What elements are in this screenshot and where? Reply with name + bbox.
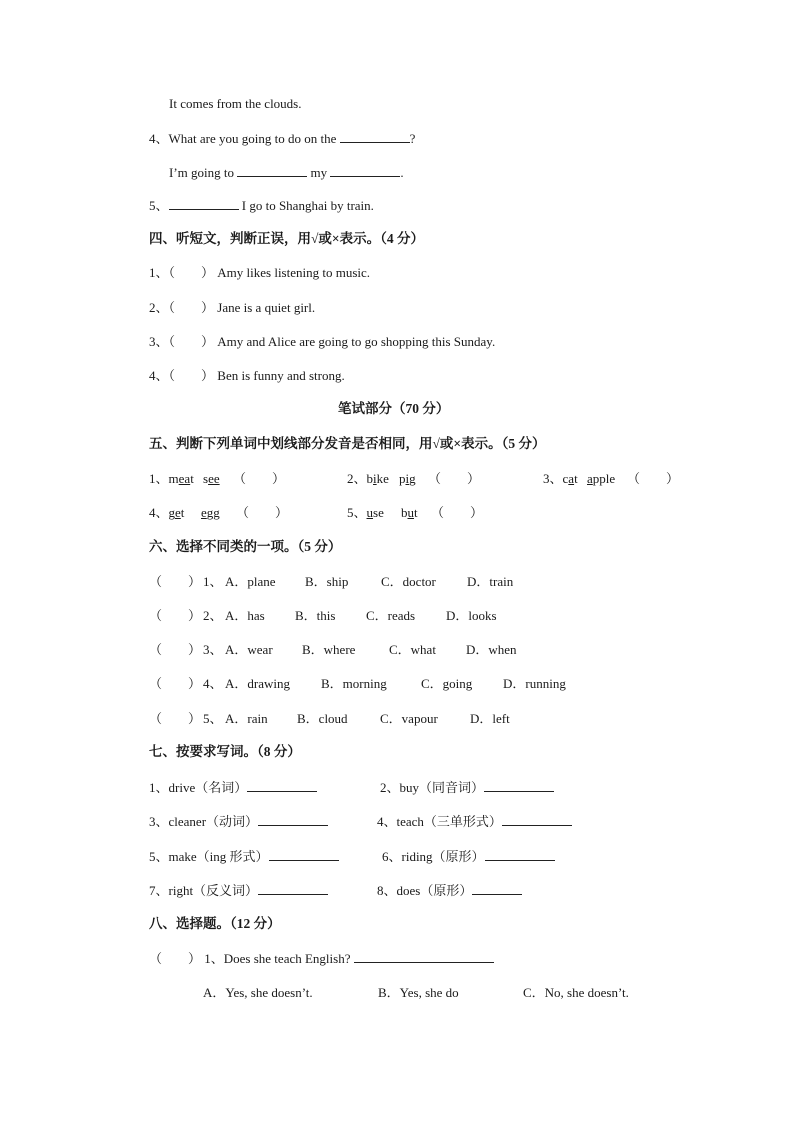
answer-paren[interactable]: （ ） [149, 608, 202, 623]
option-c: C．what [389, 642, 436, 657]
phonics-item [347, 471, 389, 487]
phonics-word-2 [399, 471, 416, 487]
word-part: b [366, 471, 374, 486]
item-text: 2、buy（同音词） [380, 780, 485, 795]
item-text: 3、cleaner（动词） [149, 814, 259, 829]
option-b: B．ship [305, 574, 349, 589]
item-text: Amy likes listening to music. [217, 265, 371, 280]
item-number: 2、 [347, 471, 367, 486]
item-text: 8、does（原形） [377, 883, 473, 898]
option-a: A．has [225, 608, 265, 623]
item-number: 4、 [203, 676, 223, 691]
option-b: B．cloud [297, 711, 348, 726]
phonics-item [543, 471, 578, 487]
word-item [149, 882, 328, 899]
answer-blank[interactable] [502, 813, 572, 826]
word-part: pple [592, 471, 616, 486]
phonics-item [149, 471, 194, 487]
item-text: Ben is funny and strong. [217, 368, 345, 383]
item-number: 4、 [149, 505, 169, 520]
word-part: c [562, 471, 569, 486]
option-c: C．vapour [380, 711, 438, 726]
underlined-part: ea [178, 471, 191, 486]
answer-blank[interactable] [237, 164, 307, 177]
option-c: C．doctor [381, 574, 436, 589]
word-item [377, 813, 572, 830]
section-8-heading: 八、选择题。（12 分） [149, 916, 281, 931]
item-number: 1、 [149, 471, 169, 486]
question-4 [149, 130, 415, 147]
word-part: g [168, 505, 176, 520]
item-text: 7、right（反义词） [149, 883, 259, 898]
mc-option-c: C．No, she doesn’t. [523, 985, 629, 1000]
option-b: B．where [302, 642, 356, 657]
item-number: 5、 [203, 711, 223, 726]
option-a: A．rain [225, 711, 268, 726]
word-part: ke [376, 471, 389, 486]
answer-paren[interactable]: （ ） [627, 471, 680, 486]
underlined-part: u [407, 505, 414, 520]
underlined-part: i [373, 471, 377, 486]
item-text: Jane is a quiet girl. [217, 300, 316, 315]
question-text: 4、What are you going to do on the [149, 131, 337, 146]
section-4-heading: 四、听短文，判断正误，用√或×表示。（4 分） [149, 231, 424, 246]
item-number: 4、 [149, 368, 169, 383]
answer-blank[interactable] [472, 882, 522, 895]
answer-paren[interactable]: （ ） [149, 951, 202, 966]
phonics-word-2 [203, 471, 220, 487]
question-mark: ? [409, 131, 416, 146]
item-text: 5、make（ing 形式） [149, 849, 269, 864]
answer-paren[interactable]: （ ） [431, 505, 484, 520]
answer-blank[interactable] [258, 882, 328, 895]
answer-paren[interactable]: （ ） [168, 368, 215, 383]
word-item [382, 848, 555, 865]
answer-blank[interactable] [485, 848, 555, 861]
option-a: A．drawing [225, 676, 290, 691]
word-item [149, 779, 317, 796]
response-text: I’m going to [169, 165, 234, 180]
answer-blank[interactable] [269, 848, 339, 861]
answer-paren[interactable]: （ ） [233, 471, 286, 486]
underlined-part: e [175, 505, 181, 520]
question-4-response [169, 164, 404, 181]
question-text: I go to Shanghai by train. [241, 198, 374, 213]
word-part: s [203, 471, 209, 486]
underlined-part: a [587, 471, 593, 486]
section-7-heading: 七、按要求写词。（8 分） [149, 744, 301, 759]
item-text: Amy and Alice are going to go shopping this Sunday. [217, 334, 496, 349]
answer-blank[interactable] [330, 164, 400, 177]
word-part: gg [206, 505, 220, 520]
item-number: 3、 [149, 334, 169, 349]
section-5-heading: 五、判断下列单词中划线部分发音是否相同，用√或×表示。（5 分） [149, 436, 546, 451]
word-part: t [414, 505, 418, 520]
word-part: m [168, 471, 179, 486]
item-text: 6、riding（原形） [382, 849, 485, 864]
word-part: t [180, 505, 185, 520]
item-number: 1、 [149, 265, 169, 280]
mc-question-1 [149, 950, 494, 967]
judgement-item [149, 265, 370, 281]
word-part: g [409, 471, 416, 486]
item-number: 3、 [203, 642, 223, 657]
option-d: D．when [466, 642, 517, 657]
phonics-item [347, 505, 384, 521]
item-text: 4、teach（三单形式） [377, 814, 502, 829]
period: . [400, 165, 404, 180]
item-number: 1、 [203, 574, 223, 589]
word-part: t [190, 471, 194, 486]
phonics-word-2 [587, 471, 615, 487]
word-item [377, 882, 522, 899]
option-d: D．running [503, 676, 566, 691]
option-d: D．looks [446, 608, 497, 623]
judgement-item [149, 334, 495, 350]
answer-paren[interactable]: （ ） [149, 711, 202, 726]
word-part: t [574, 471, 578, 486]
underlined-part: e [201, 505, 207, 520]
option-b: B．morning [321, 676, 387, 691]
answer-paren[interactable]: （ ） [168, 300, 215, 315]
answer-paren[interactable]: （ ） [236, 505, 289, 520]
underlined-part: u [366, 505, 374, 520]
phonics-word-2 [201, 505, 220, 521]
mc-option-a: A．Yes, she doesn’t. [203, 985, 313, 1000]
option-d: D．train [467, 574, 514, 589]
item-number: 2、 [149, 300, 169, 315]
underlined-part: ee [208, 471, 220, 486]
phonics-item [149, 505, 184, 521]
judgement-item [149, 300, 315, 316]
option-d: D．left [470, 711, 510, 726]
response-text: my [310, 165, 328, 180]
word-part: p [399, 471, 406, 486]
option-a: A．wear [225, 642, 273, 657]
word-item [380, 779, 554, 796]
item-number: 2、 [203, 608, 223, 623]
word-item [149, 813, 328, 830]
underlined-part: i [405, 471, 410, 486]
answer-blank[interactable] [247, 779, 317, 792]
answer-blank[interactable] [354, 950, 494, 963]
answer-paren[interactable]: （ ） [168, 334, 215, 349]
section-6-heading: 六、选择不同类的一项。（5 分） [149, 539, 342, 554]
word-part: b [401, 505, 408, 520]
option-c: C．reads [366, 608, 416, 623]
question-number: 5、 [149, 198, 169, 213]
judgement-item [149, 368, 345, 384]
answer-paren[interactable]: （ ） [149, 574, 202, 589]
answer-text: It comes from the clouds. [169, 96, 302, 111]
answer-blank[interactable] [484, 779, 554, 792]
answer-blank[interactable] [340, 130, 410, 143]
answer-paren[interactable]: （ ） [149, 676, 202, 691]
item-number: 3、 [543, 471, 563, 486]
phonics-word-2 [401, 505, 418, 521]
option-a: A．plane [225, 574, 276, 589]
underlined-part: a [568, 471, 575, 486]
answer-paren[interactable]: （ ） [168, 265, 215, 280]
word-item [149, 848, 339, 865]
option-c: C．going [421, 676, 473, 691]
option-b: B．this [295, 608, 336, 623]
answer-paren[interactable]: （ ） [149, 642, 202, 657]
word-part: se [373, 505, 384, 520]
answer-blank[interactable] [169, 197, 239, 210]
question-text: 1、Does she teach English? [204, 951, 351, 966]
item-text: 1、drive（名词） [149, 780, 248, 795]
answer-line [169, 96, 302, 112]
written-part-title: 笔试部分（70 分） [338, 401, 450, 416]
answer-paren[interactable]: （ ） [428, 471, 481, 486]
question-5 [149, 197, 374, 214]
mc-option-b: B．Yes, she do [378, 985, 459, 1000]
item-number: 5、 [347, 505, 367, 520]
answer-blank[interactable] [258, 813, 328, 826]
